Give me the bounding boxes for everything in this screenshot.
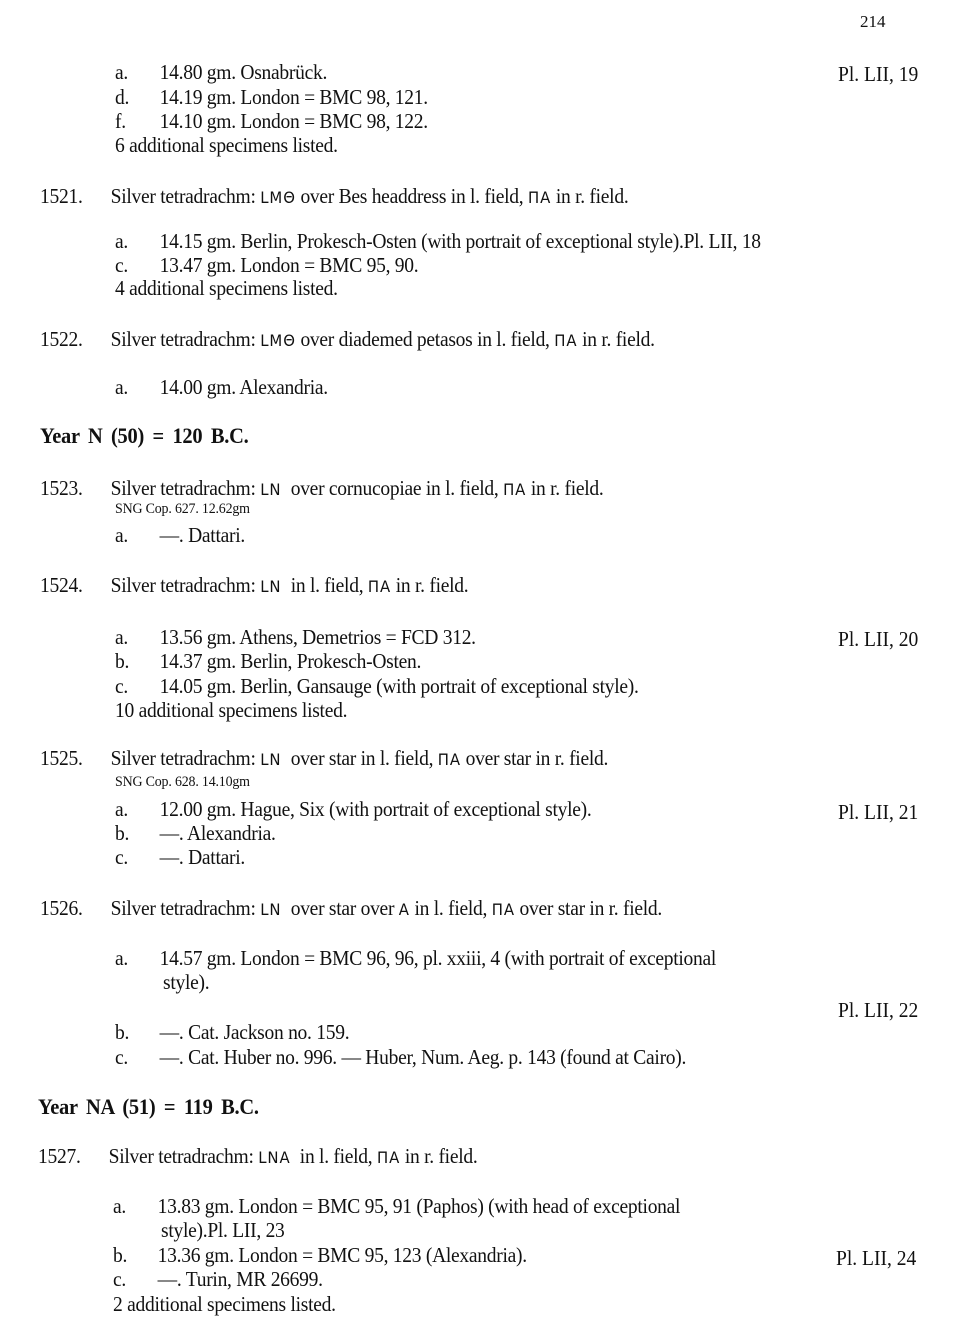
entry-1525-title: 1525. Silver tetradrachm: LN over star in l. field, ΠΑ over star in r. field. [40, 746, 609, 770]
plate-ref: Pl. LII, 20 [838, 627, 919, 651]
legend-glyph: LNA [258, 1148, 291, 1167]
entry-1521-title: 1521. Silver tetradrachm: LMΘ over Bes headdress in l. field, ΠΑ in r. field. [40, 184, 629, 208]
legend-glyph: ΠΑ [527, 188, 552, 207]
additional-specimens: 10 additional specimens listed. [115, 698, 348, 722]
reference-note: SNG Cop. 628. 14.10gm [115, 774, 250, 790]
specimen-line: c. —. Cat. Huber no. 996. — Huber, Num. Aeg. p. 143 (found at Cairo). [115, 1045, 687, 1069]
legend-glyph: A [398, 900, 410, 919]
plate-ref: Pl. LII, 24 [836, 1246, 917, 1270]
plate-ref: Pl. LII, 21 [838, 800, 919, 824]
specimen-line: c. —. Turin, MR 26699. [113, 1267, 323, 1291]
entry-1527-title: 1527. Silver tetradrachm: LNA in l. field, ΠΑ in r. field. [38, 1144, 478, 1168]
specimen-line: c. —. Dattari. [115, 845, 245, 869]
entry-1526-title: 1526. Silver tetradrachm: LN over star over A in l. field, ΠΑ over star in r. field. [40, 896, 663, 920]
specimen-line: c. 14.05 gm. Berlin, Gansauge (with portrait of exceptional style). [115, 674, 639, 698]
specimen-line: c. 13.47 gm. London = BMC 95, 90. [115, 253, 419, 277]
additional-specimens: 6 additional specimens listed. [115, 133, 338, 157]
year-heading: Year N (50) = 120 B.C. [40, 423, 249, 448]
additional-specimens: 2 additional specimens listed. [113, 1292, 336, 1316]
legend-glyph: LN [260, 900, 282, 919]
legend-glyph: LMΘ [260, 331, 296, 350]
plate-ref: Pl. LII, 19 [838, 62, 919, 86]
specimen-line: a. 13.56 gm. Athens, Demetrios = FCD 312. [115, 625, 476, 649]
legend-glyph: LMΘ [260, 188, 296, 207]
specimen-continuation: style). [163, 970, 210, 994]
specimen-line: b. —. Alexandria. [115, 821, 276, 845]
specimen-line: a. —. Dattari. [115, 523, 245, 547]
legend-glyph: ΠΑ [437, 750, 462, 769]
entry-1524-title: 1524. Silver tetradrachm: LN in l. field, ΠΑ in r. field. [40, 573, 469, 597]
legend-glyph: LN [260, 480, 282, 499]
specimen-line: b. —. Cat. Jackson no. 159. [115, 1020, 350, 1044]
additional-specimens: 4 additional specimens listed. [115, 276, 338, 300]
reference-note: SNG Cop. 627. 12.62gm [115, 501, 250, 517]
specimen-line: a. 12.00 gm. Hague, Six (with portrait of exceptional style). [115, 797, 592, 821]
specimen-line: b. 14.37 gm. Berlin, Prokesch-Osten. [115, 649, 422, 673]
page-number: 214 [860, 12, 886, 31]
legend-glyph: ΠΑ [554, 331, 578, 350]
entry-1522-title: 1522. Silver tetradrachm: LMΘ over diademed petasos in l. field, ΠΑ in r. field. [40, 327, 655, 351]
legend-glyph: ΠΑ [377, 1148, 401, 1167]
specimen-line: d. 14.19 gm. London = BMC 98, 121. [115, 85, 428, 109]
legend-glyph: ΠΑ [491, 900, 515, 919]
legend-glyph: LN [260, 750, 282, 769]
specimen-line: a. 14.00 gm. Alexandria. [115, 375, 328, 399]
specimen-line: b. 13.36 gm. London = BMC 95, 123 (Alexandria). [113, 1243, 527, 1267]
legend-glyph: ΠΑ [503, 480, 527, 499]
plate-ref: Pl. LII, 22 [838, 998, 919, 1022]
specimen-line: a. 14.15 gm. Berlin, Prokesch-Osten (with portrait of exceptional style).Pl. LII, 18 [115, 229, 761, 253]
specimen-continuation: style).Pl. LII, 23 [161, 1218, 285, 1242]
entry-1523-title: 1523. Silver tetradrachm: LN over cornucopiae in l. field, ΠΑ in r. field. [40, 476, 604, 500]
specimen-line: a. 13.83 gm. London = BMC 95, 91 (Paphos) (with head of exceptional [113, 1194, 681, 1218]
year-heading: Year NA (51) = 119 B.C. [38, 1094, 259, 1119]
legend-glyph: LN [260, 577, 282, 596]
legend-glyph: ΠΑ [367, 577, 392, 596]
specimen-line: f. 14.10 gm. London = BMC 98, 122. [115, 109, 428, 133]
specimen-line: a. 14.57 gm. London = BMC 96, 96, pl. xxiii, 4 (with portrait of exceptional [115, 946, 717, 970]
specimen-line: a. 14.80 gm. Osnabrück. [115, 60, 328, 84]
